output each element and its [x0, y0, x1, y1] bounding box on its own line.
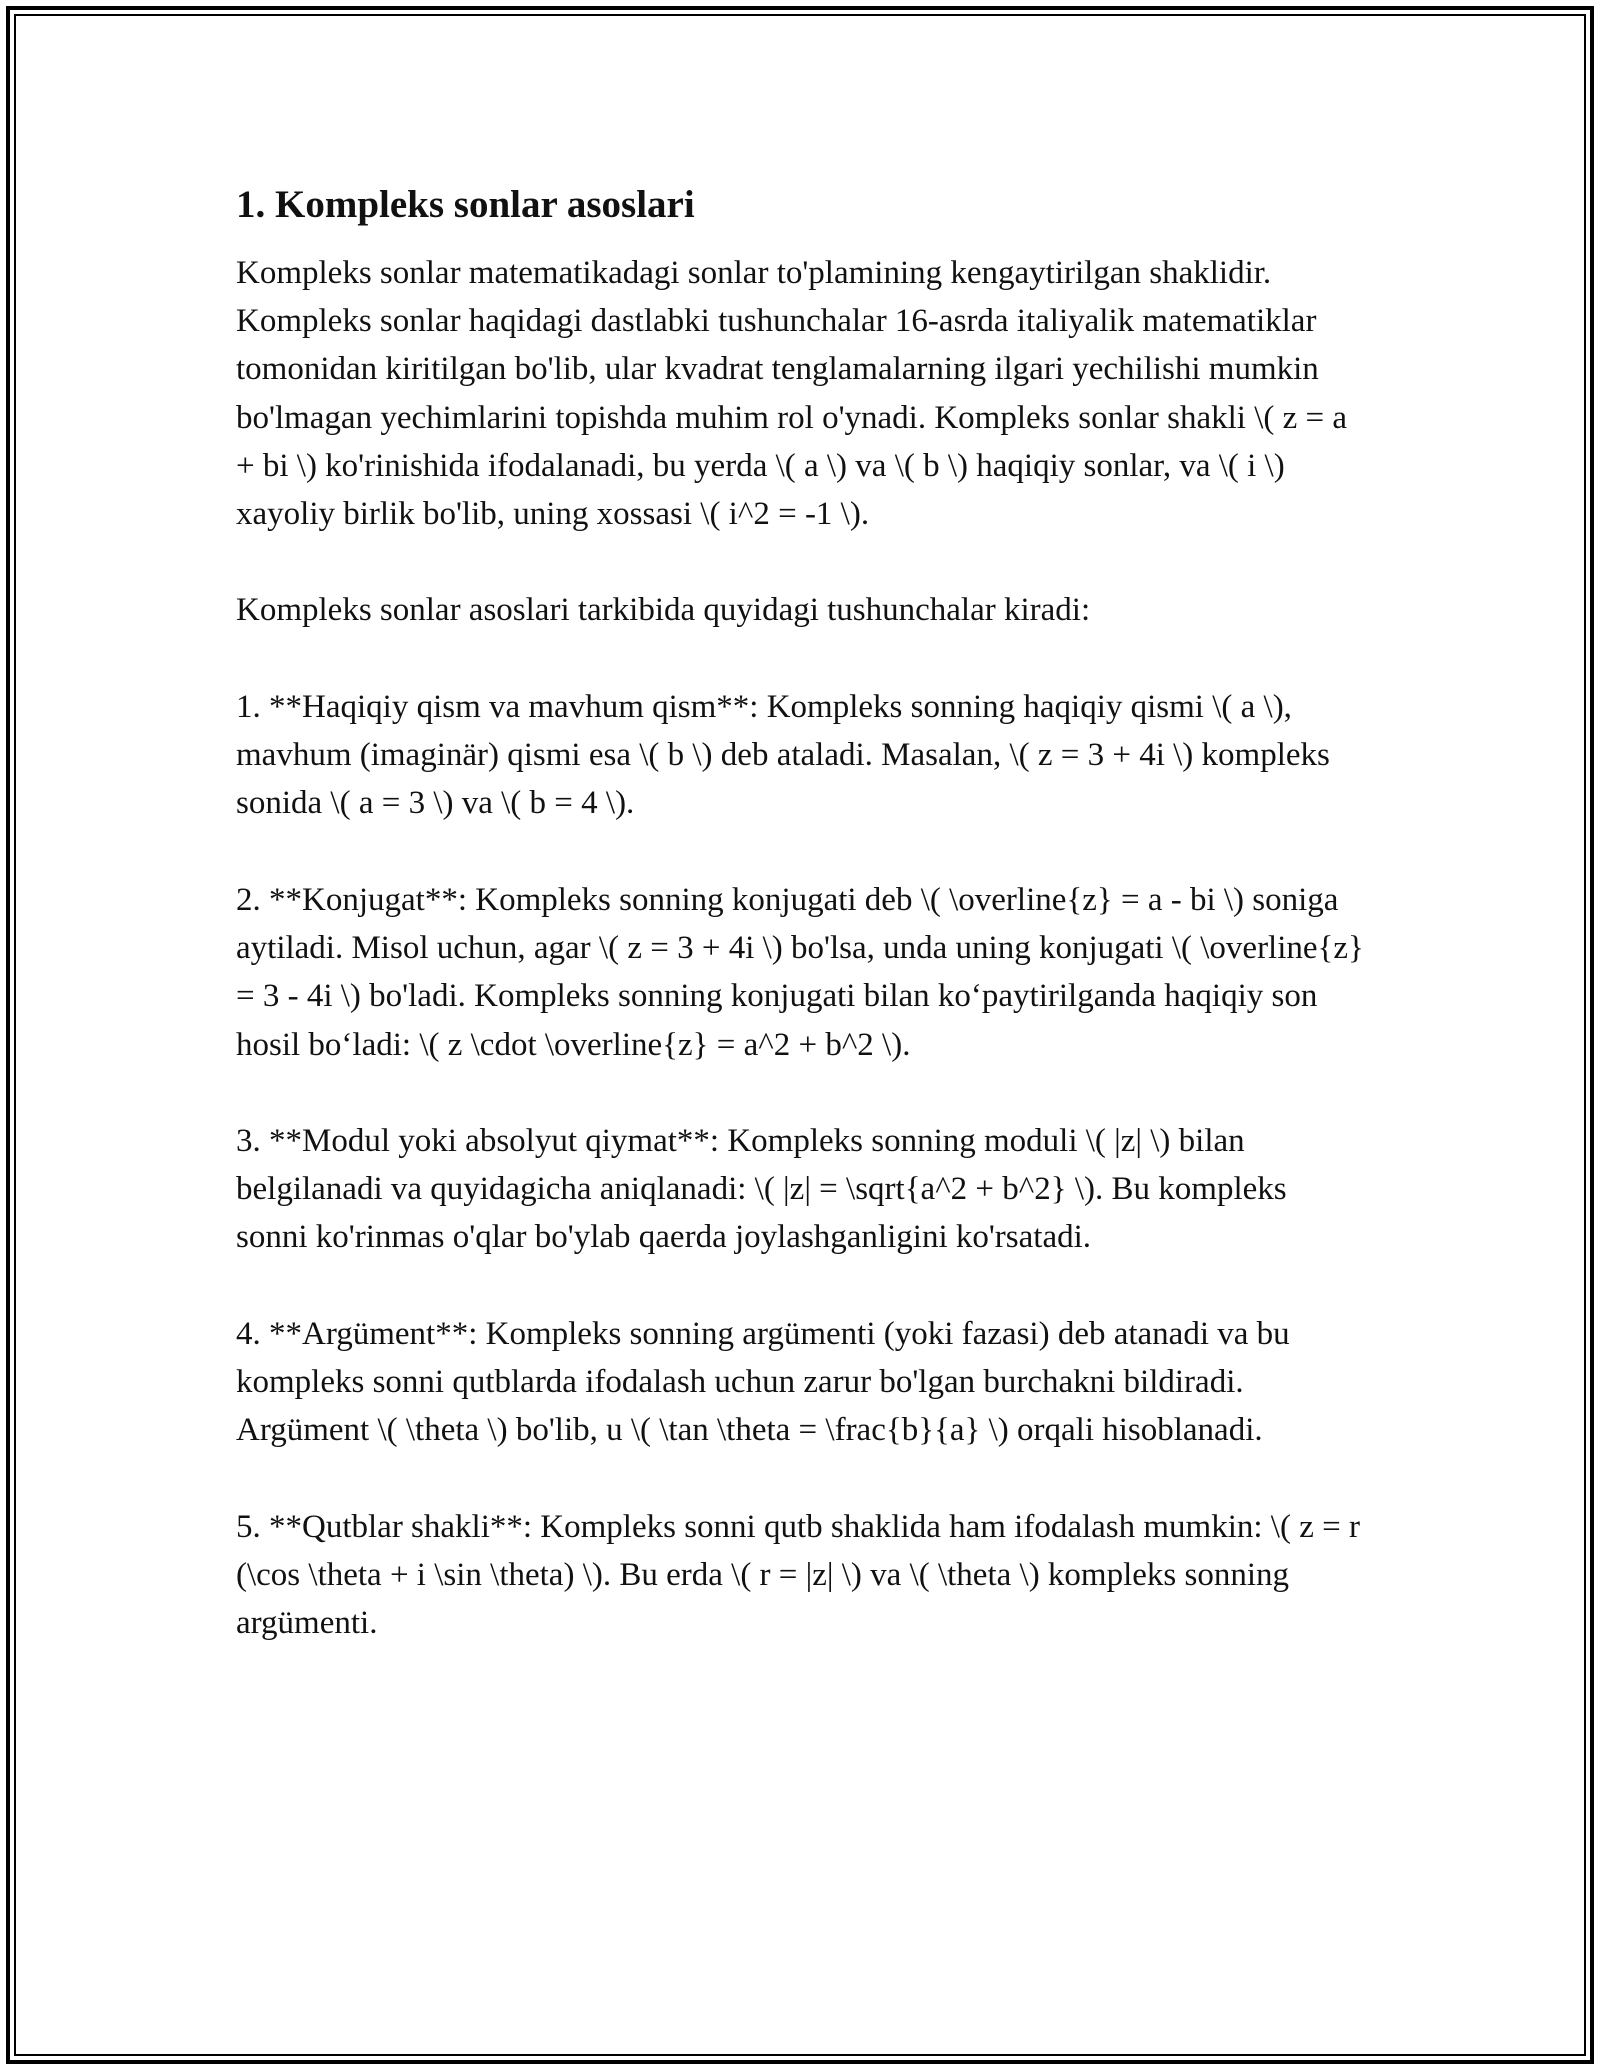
item-modulus: 3. **Modul yoki absolyut qiymat**: Kompleks sonning moduli \( |z| \) bilan belgilanadi va quyidagicha aniqlanadi: \( |z| = \sqrt{a^2 + b^2} \). Bu kompleks sonni ko'rinmas o'qlar bo'ylab qaerda joylashganligini ko'rsatadi. — [236, 1122, 1295, 1256]
item-real-imaginary-part: 1. **Haqiqiy qism va mavhum qism**: Kompleks sonning haqiqiy qismi \( a \), mavhum (imaginär) qismi esa \( b \) deb ataladi. Masalan, \( z = 3 + 4i \) kompleks sonida \( a = 3 \) va \( b = 4 \). — [236, 688, 1339, 822]
item-conjugate: 2. **Konjugat**: Kompleks sonning konjugati deb \( \overline{z} = a - bi \) soniga aytiladi. Misol uchun, agar \( z = 3 + 4i \) bo'lsa, unda uning konjugati \( \overline{z} = 3 - 4i \) bo'ladi. Kompleks sonning konjugati bilan ko‘paytirilganda haqiqiy son hosil bo‘ladi: \( z \cdot \overline{z} = a^2 + b^2 \). — [236, 881, 1373, 1063]
section-heading: 1. Kompleks sonlar asoslari — [236, 183, 695, 226]
item-polar-form: 5. **Qutblar shakli**: Kompleks sonni qutb shaklida ham ifodalash mumkin: \( z = r (\cos \theta + i \sin \theta) \). Bu erda \( r = |z| \) va \( \theta \) kompleks sonning argümenti. — [236, 1508, 1369, 1642]
document-body — [236, 180, 1373, 1696]
intro-paragraph: Kompleks sonlar matematikadagi sonlar to'plamining kengaytirilgan shaklidir. Kompleks sonlar haqidagi dastlabki tushunchalar 16-asrda italiyalik matematiklar tomonidan kiritilgan bo'lib, ular kvadrat tenglamalarning ilgari yechilishi mumkin bo'lmagan yechimlarini topishda muhim rol o'ynadi. Kompleks sonlar shakli \( z = a + bi \) ko'rinishida ifodalanadi, bu yerda \( a \) va \( b \) haqiqiy sonlar, va \( i \) xayoliy birlik bo'lib, uning xossasi \( i^2 = -1 \). — [236, 254, 1356, 533]
concepts-intro-paragraph: Kompleks sonlar asoslari tarkibida quyidagi tushunchalar kiradi: — [236, 592, 1091, 629]
item-argument: 4. **Argüment**: Kompleks sonning argümenti (yoki fazasi) deb atanadi va bu kompleks sonni qutblarda ifodalash uchun zarur bo'lgan burchakni bildiradi. Argüment \( \theta \) bo'lib, u \( \tan \theta = \frac{b}{a} \) orqali hisoblanadi. — [236, 1315, 1298, 1449]
